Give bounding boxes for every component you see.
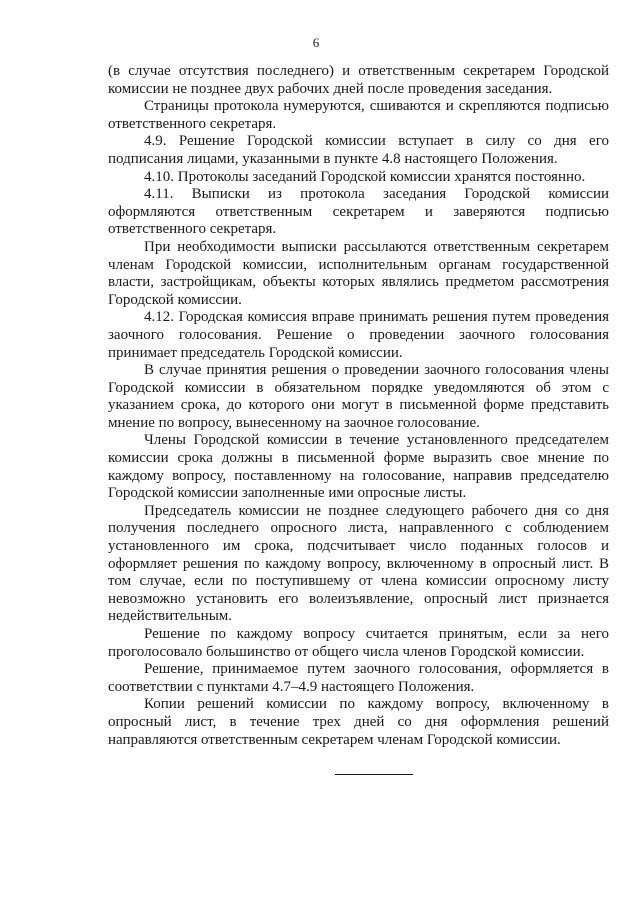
paragraph-protocol-pages: Страницы протокола нумеруются, сшиваются и скрепляются подписью ответственного секретаря. <box>108 98 609 132</box>
paragraph-4-9: 4.9. Решение Городской комиссии вступает в силу со дня его подписания лицами, указанными в пункте 4.8 настоящего Положения. <box>108 133 609 167</box>
paragraph-4-11: 4.11. Выписки из протокола заседания Городской комиссии оформляются ответственным секретарем и заверяются подписью ответственного секретаря. <box>108 186 609 238</box>
paragraph-chairman-count: Председатель комиссии не позднее следующего рабочего дня со дня получения последнего опросного листа, направленного с соблюдением установленного им срока, подсчитывает число поданных голосов и оформляет решения по каждому вопросу, включенному в опросный лист. В том случае, если по поступившему от члена комиссии опросному листу невозможно установить его волеизъявление, опросный лист признается недействительным. <box>108 502 609 625</box>
document-body <box>108 63 609 749</box>
paragraph-notification: В случае принятия решения о проведении заочного голосования члены Городской комиссии в обязательном порядке уведомляются об этом с указанием срока, до которого они могут в письменной форме представить мнение по вопросу, вынесенному на заочное голосование. <box>108 362 609 431</box>
paragraph-extracts-distribution: При необходимости выписки рассылаются ответственным секретарем членам Городской комиссии, исполнительным органам государственной власти, застройщикам, объекты которых являлись предметом рассмотрения Городской комиссии. <box>108 238 609 308</box>
paragraph-continuation: (в случае отсутствия последнего) и ответственным секретарем Городской комиссии не позднее двух рабочих дней после проведения заседания. <box>108 63 609 97</box>
page-number: 6 <box>312 35 320 50</box>
paragraph-decision-majority: Решение по каждому вопросу считается принятым, если за него проголосовало большинство от общего числа членов Городской комиссии. <box>108 626 609 660</box>
end-of-document-line <box>335 774 413 775</box>
paragraph-members-opinion: Члены Городской комиссии в течение установленного председателем комиссии срока должны в письменной форме выразить свое мнение по каждому вопросу, поставленному на голосование, направив председателю Городской комиссии заполненные ими опросные листы. <box>108 432 609 502</box>
paragraph-4-10: 4.10. Протоколы заседаний Городской комиссии хранятся постоянно. <box>144 168 586 185</box>
paragraph-4-12: 4.12. Городская комиссия вправе принимать решения путем проведения заочного голосования. Решение о проведении заочного голосования принимает председатель Городской комиссии. <box>108 309 609 361</box>
paragraph-decision-format: Решение, принимаемое путем заочного голосования, оформляется в соответствии с пунктами 4.7–4.9 настоящего Положения. <box>108 661 609 695</box>
paragraph-copies: Копии решений комиссии по каждому вопросу, включенному в опросный лист, в течение трех дней со дня оформления решений направляются ответственным секретарем членам Городской комиссии. <box>108 696 609 748</box>
